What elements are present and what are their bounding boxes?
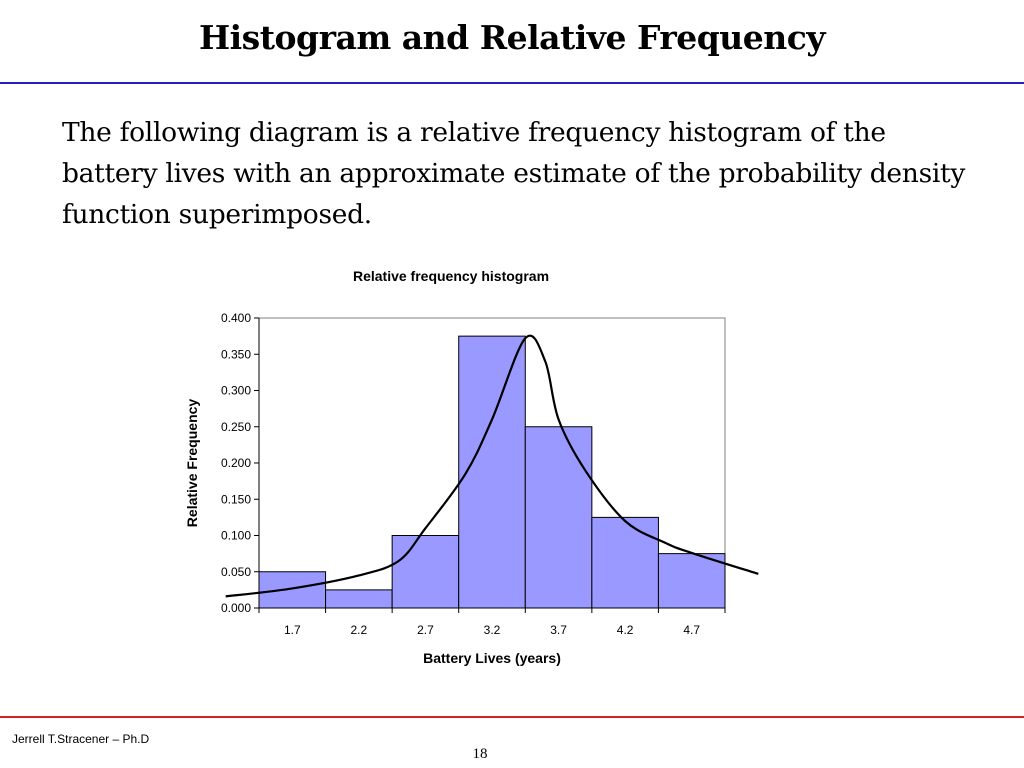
footer-divider <box>0 716 1024 718</box>
bar-2.7 <box>392 536 459 609</box>
y-tick-label: 0.350 <box>220 347 251 362</box>
slide-body-text: The following diagram is a relative frequency histogram of the battery lives with an approximate estimate of the probability density function superimposed. <box>62 117 966 230</box>
chart-title: Relative frequency histogram <box>352 268 550 284</box>
x-tick-label: 3.7 <box>550 623 567 637</box>
bar-3.7 <box>525 427 592 608</box>
y-tick-label: 0.300 <box>220 383 251 398</box>
y-tick-label: 0.250 <box>220 419 251 434</box>
footer-author: Jerrell T.Stracener – Ph.D <box>12 732 150 746</box>
y-tick-label: 0.050 <box>220 564 251 579</box>
x-tick-label: 3.2 <box>483 623 501 637</box>
x-tick-label: 2.2 <box>350 623 368 637</box>
y-axis-label: Relative Frequency <box>184 398 200 528</box>
bar-1.7 <box>259 572 326 608</box>
y-tick-label: 0.400 <box>220 311 251 325</box>
bar-3.2 <box>459 336 526 608</box>
slide-title: Histogram and Relative Frequency <box>198 18 826 57</box>
x-tick-labels <box>284 623 700 637</box>
x-axis-label: Battery Lives (years) <box>423 650 561 666</box>
x-tick-label: 1.7 <box>283 623 301 637</box>
y-tick-label: 0.150 <box>220 492 251 507</box>
x-tick-label: 2.7 <box>417 623 434 637</box>
bars-layer <box>259 336 725 608</box>
page-number: 18 <box>472 746 488 762</box>
x-tick-label: 4.2 <box>616 623 634 637</box>
bar-4.2 <box>592 517 659 608</box>
y-tick-label: 0.200 <box>220 456 251 470</box>
y-tick-label: 0.100 <box>220 528 251 543</box>
bar-4.7 <box>658 554 725 608</box>
bar-2.2 <box>326 590 393 608</box>
y-tick-label: 0.000 <box>220 601 251 615</box>
y-tick-labels <box>221 311 251 615</box>
x-tick-label: 4.7 <box>683 623 701 637</box>
